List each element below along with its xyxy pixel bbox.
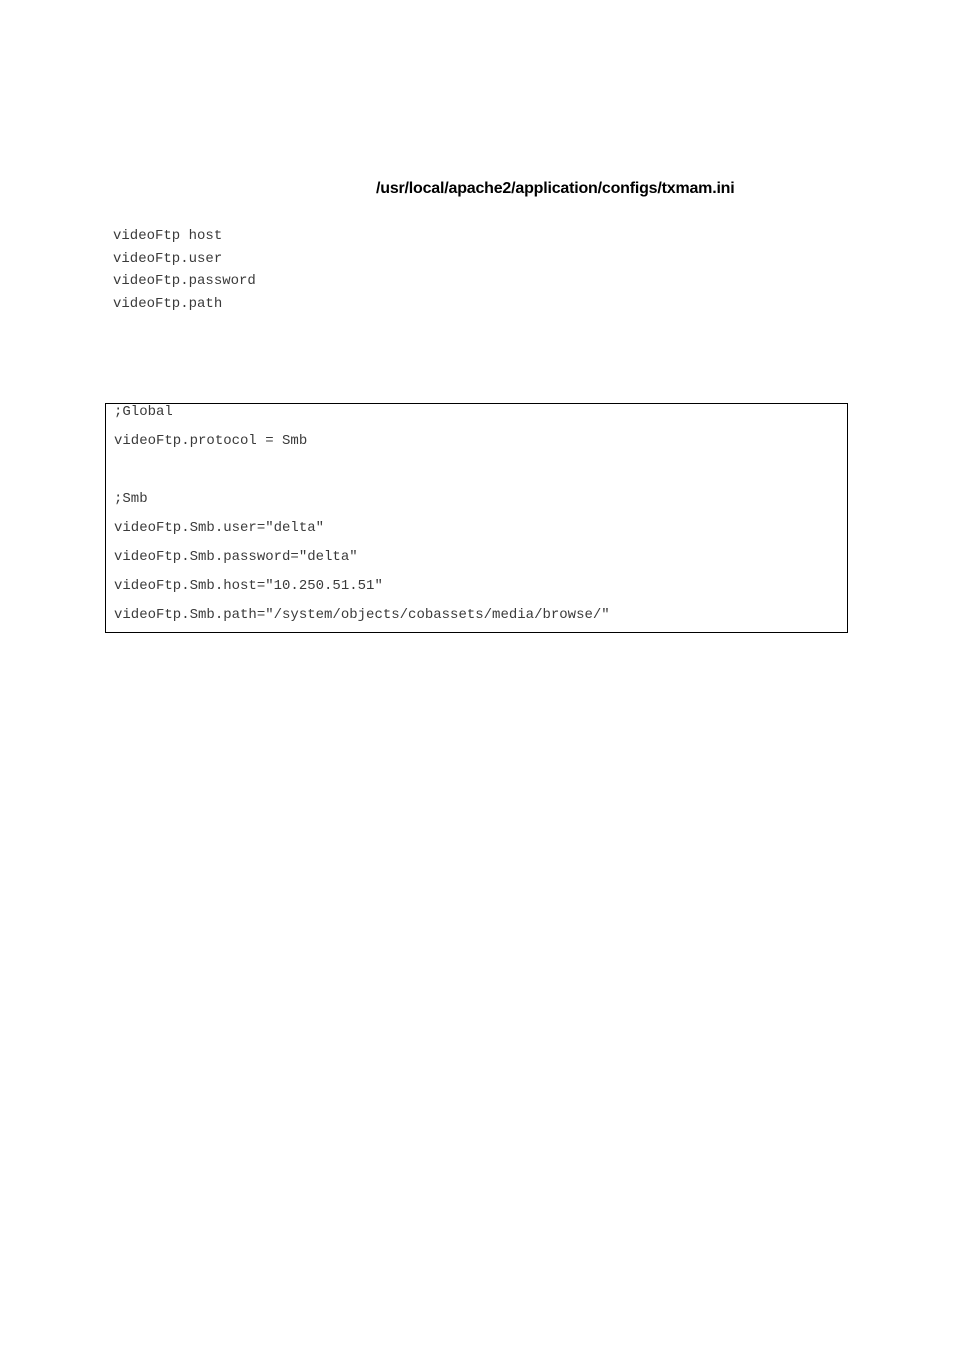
config-file-path: /usr/local/apache2/application/configs/txmam.ini xyxy=(376,180,735,197)
code-line-smb-path: videoFtp.Smb.path="/system/objects/cobassets/media/browse/" xyxy=(114,607,610,623)
config-code-block xyxy=(105,403,848,633)
config-key-host: videoFtp host xyxy=(113,228,223,244)
config-key-user: videoFtp.user xyxy=(113,250,223,267)
config-key-list xyxy=(113,225,256,316)
code-line-protocol: videoFtp.protocol = Smb xyxy=(114,433,308,449)
code-line-smb-host: videoFtp.Smb.host="10.250.51.51" xyxy=(114,578,383,594)
config-key-path: videoFtp.path xyxy=(113,296,223,313)
config-key-password: videoFtp.password xyxy=(113,273,256,290)
code-line-smb-comment: ;Smb xyxy=(114,491,148,507)
code-line-smb-user: videoFtp.Smb.user="delta" xyxy=(114,520,325,536)
code-line-smb-password: videoFtp.Smb.password="delta" xyxy=(114,549,358,565)
code-line-global-comment: ;Global xyxy=(114,404,173,420)
